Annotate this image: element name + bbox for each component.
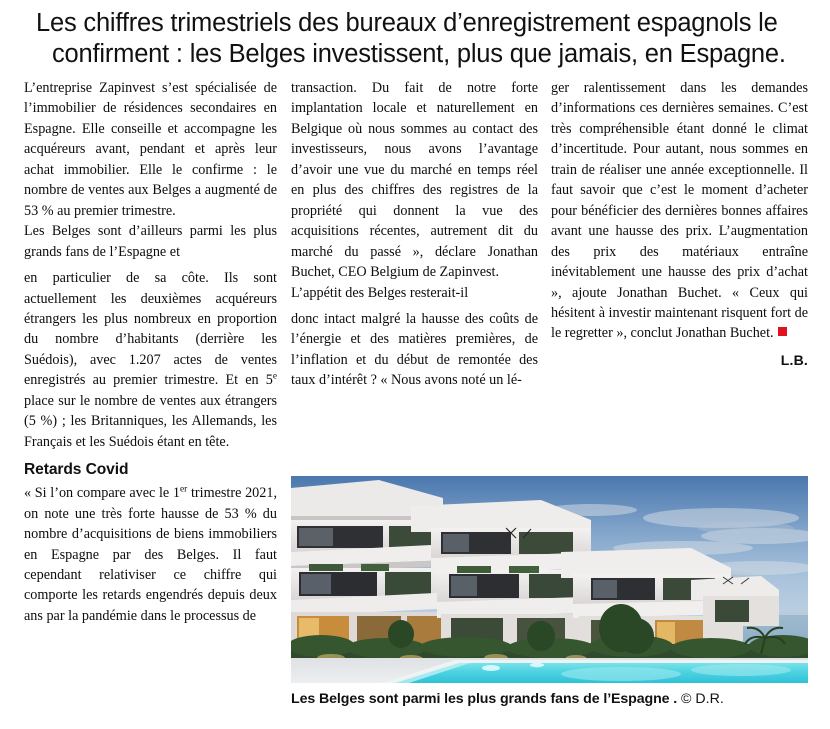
paragraph: transaction. Du fait de notre forte implantation locale et naturellement en Belgique où nous sommes au contact des investisseurs, nous avons l’avantage d’avoir une vue du marché en temps réel en plus des chiffres des registres de la propriété qui donnent la vue des acquisitions récentes, autrement dit du marché du passé », déclare Jonathan Buchet, CEO Belgium de Zapinvest. (291, 80, 538, 281)
paragraph-text: en particulier de sa côte. Ils sont actuellement les deuxièmes acquéreurs étrangers les plus nombreux en proportion du nombre d’habitants (derrière les Suédois), avec 1.207 actes de ventes enregistrés au premier trimestre. Et en 5 (24, 270, 277, 389)
paragraph (24, 268, 277, 452)
ordinal-suffix: e (272, 371, 277, 382)
section-subheading: Retards Covid (24, 461, 129, 479)
paragraph: L’entreprise Zapinvest s’est spécialisée de l’immobilier de résidences secondaires en Espagne. Elle conseille et accompagne les acquéreurs avant, pendant et après leur achat immobilier. Elle le confirme : le nombre de ventes aux Belges a augmenté de 53 % au premier trimestre. (24, 80, 277, 219)
paragraph: Les Belges sont d’ailleurs parmi les plus grands fans de l’Espagne et (24, 223, 277, 260)
article-photo-block (291, 476, 808, 709)
page-title (36, 8, 806, 70)
photo-illustration (291, 476, 808, 683)
article-photo (291, 476, 808, 683)
paragraph: L’appétit des Belges resterait-il (291, 284, 469, 301)
paragraph-text-cont: trimestre 2021, on note une très forte hausse de 53 % du nombre d’acquisitions de biens immobiliers en Espagne par des Belges. Il faut cependant relativiser ce chiffre qui comporte les retards engendrés depuis deux ans par la pandémie dans le processus de (24, 485, 277, 624)
photo-credit: © D.R. (681, 691, 724, 707)
end-of-article-marker (778, 327, 787, 336)
paragraph: donc intact malgré la hausse des coûts de l’énergie et des matières premières, de l’inflation et du début de remontée des taux d’intérêt ? « Nous avons noté un lé- (291, 310, 538, 389)
paragraph (24, 483, 277, 626)
headline-line-2: confirment : les Belges investissent, plus que jamais, en Espagne. (52, 40, 786, 68)
paragraph-text: « Si l’on compare avec le 1 (24, 485, 181, 502)
paragraph-text-cont: place sur le nombre de ventes aux étrangers (5 %) ; les Britanniques, les Allemands, les Français et les Suédois étant en tête. (24, 392, 277, 450)
article-column-1 (24, 78, 277, 626)
paragraph (551, 78, 808, 344)
author-byline: L.B. (780, 351, 808, 368)
article-column-2 (291, 78, 538, 391)
photo-caption (291, 690, 808, 709)
ordinal-suffix: er (180, 484, 188, 495)
headline-line-1: Les chiffres trimestriels des bureaux d’enregistrement espagnols le (36, 9, 778, 37)
article-column-3 (551, 78, 808, 370)
paragraph-text: ger ralentissement dans les demandes d’informations ces dernières semaines. C’est très compréhensible étant donné le climat d’incertitude. Pour autant, nous sommes en train de réaliser une année exceptionnelle. Il faut savoir que c’est le moment d’acheter pour bénéficier des dernières bonnes affaires avant une hausse des prix. L’augmentation des prix des matériaux entraîne inévitablement une hausse des prix d’achat », ajoute Jonathan Buchet. « Ceux qui hésitent à investir maintenant risquent fort de le regretter », conclut Jonathan Buchet. (551, 80, 808, 342)
photo-caption-text: Les Belges sont parmi les plus grands fans de l’Espagne . (291, 691, 678, 707)
